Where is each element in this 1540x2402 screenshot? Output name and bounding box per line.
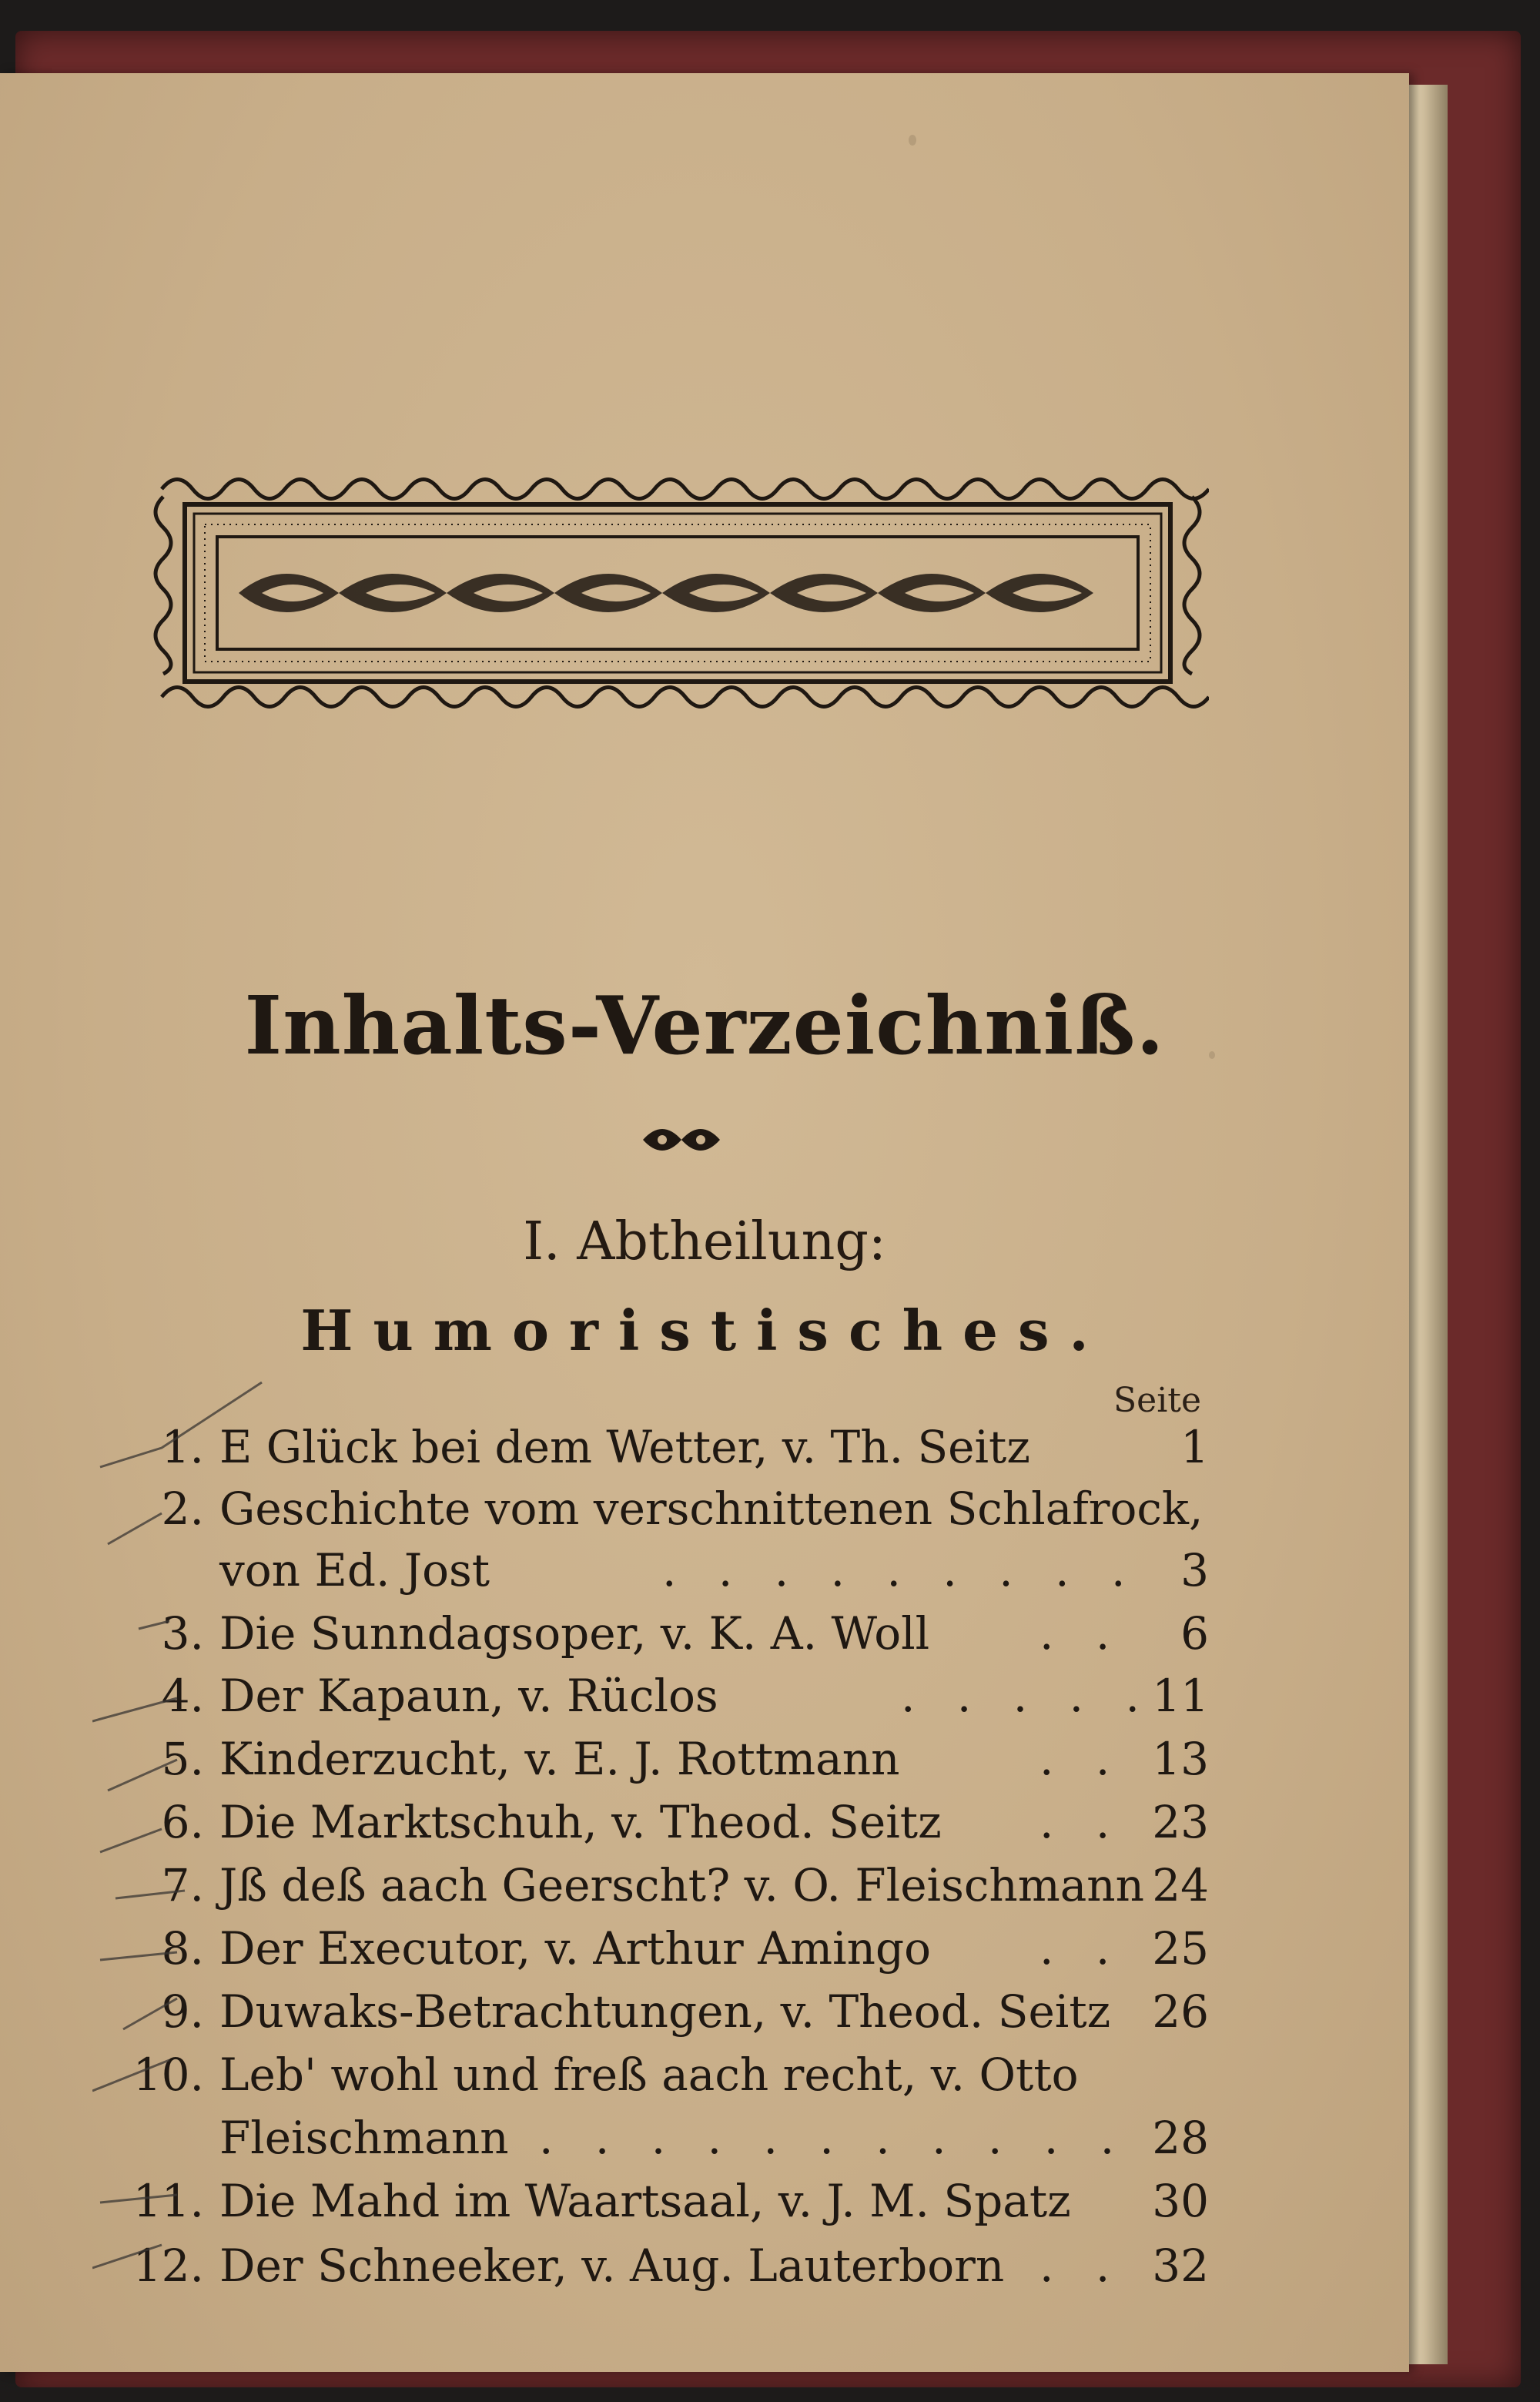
- leader-dots: . .: [1040, 1922, 1124, 1975]
- entry-title: Der Kapaun, v. Rüclos: [219, 1670, 718, 1722]
- entry-page: 1: [1180, 1421, 1209, 1473]
- entry-number: 4.: [161, 1670, 204, 1722]
- leader-dots: . . . . . . . . . . .: [539, 2112, 1129, 2164]
- entry-page: 11: [1152, 1670, 1209, 1722]
- leader-dots: . . . . . . . . .: [662, 1544, 1140, 1596]
- leader-dots: . . . . .: [901, 1670, 1153, 1722]
- entry-title: Der Schneeker, v. Aug. Lauterborn: [219, 2240, 1005, 2292]
- entry-number: 6.: [161, 1796, 204, 1848]
- entry-title: Duwaks-Betrachtungen, v. Theod. Seitz: [219, 1985, 1111, 2038]
- pencil-tick-marks: [92, 1375, 277, 2337]
- entry-title: Die Mahd im Waartsaal, v. J. M. Spatz: [219, 2175, 1071, 2227]
- entry-page: 32: [1152, 2240, 1209, 2292]
- entry-page: 13: [1152, 1733, 1209, 1785]
- entry-title: Kinderzucht, v. E. J. Rottmann: [219, 1733, 900, 1785]
- entry-title: Der Executor, v. Arthur Amingo: [219, 1922, 932, 1975]
- leader-dots: . .: [1040, 2240, 1124, 2292]
- entry-title: Jß deß aach Geerscht? v. O. Fleischmann: [219, 1859, 1144, 1911]
- entry-page: 26: [1152, 1985, 1209, 2038]
- entry-title: Leb' wohl und freß aach recht, v. Otto: [219, 2049, 1079, 2101]
- entry-number: 1.: [161, 1421, 204, 1473]
- entry-number: 7.: [161, 1859, 204, 1911]
- entry-title: Die Marktschuh, v. Theod. Seitz: [219, 1796, 942, 1848]
- entry-title-continued: Fleischmann: [219, 2112, 509, 2164]
- entry-page: 3: [1180, 1544, 1209, 1596]
- entry-number: 3.: [161, 1607, 204, 1660]
- entry-title: E Glück bei dem Wetter, v. Th. Seitz: [219, 1421, 1030, 1473]
- entry-number: 5.: [161, 1733, 204, 1785]
- entry-number: 11.: [132, 2175, 204, 2227]
- entry-number: 12.: [132, 2240, 204, 2292]
- entry-page: 24: [1152, 1859, 1209, 1911]
- entry-title-continued: von Ed. Jost: [219, 1544, 490, 1596]
- entry-number: 9.: [161, 1985, 204, 2038]
- entry-page: 6: [1180, 1607, 1209, 1660]
- section-title: Humoristisches.: [300, 1298, 1109, 1363]
- entry-title: Die Sunndagsoper, v. K. A. Woll: [219, 1607, 930, 1660]
- entry-page: 30: [1152, 2175, 1209, 2227]
- page-column-label: Seite: [1113, 1381, 1201, 1420]
- leader-dots: . .: [1040, 1796, 1124, 1848]
- page-title: Inhalts-Verzeichniß.: [244, 978, 1165, 1073]
- table-of-contents-page: [0, 73, 1409, 2372]
- entry-number: 8.: [161, 1922, 204, 1975]
- entry-number: 2.: [161, 1482, 204, 1535]
- entry-page: 28: [1152, 2112, 1209, 2164]
- entry-page: 25: [1152, 1922, 1209, 1975]
- entry-number: 10.: [132, 2049, 204, 2101]
- entry-title: Geschichte vom verschnittenen Schlafrock,: [219, 1482, 1204, 1535]
- section-number: I. Abtheilung:: [523, 1211, 886, 1272]
- leader-dots: . .: [1040, 1733, 1124, 1785]
- entry-page: 23: [1152, 1796, 1209, 1848]
- leader-dots: . .: [1040, 1607, 1124, 1660]
